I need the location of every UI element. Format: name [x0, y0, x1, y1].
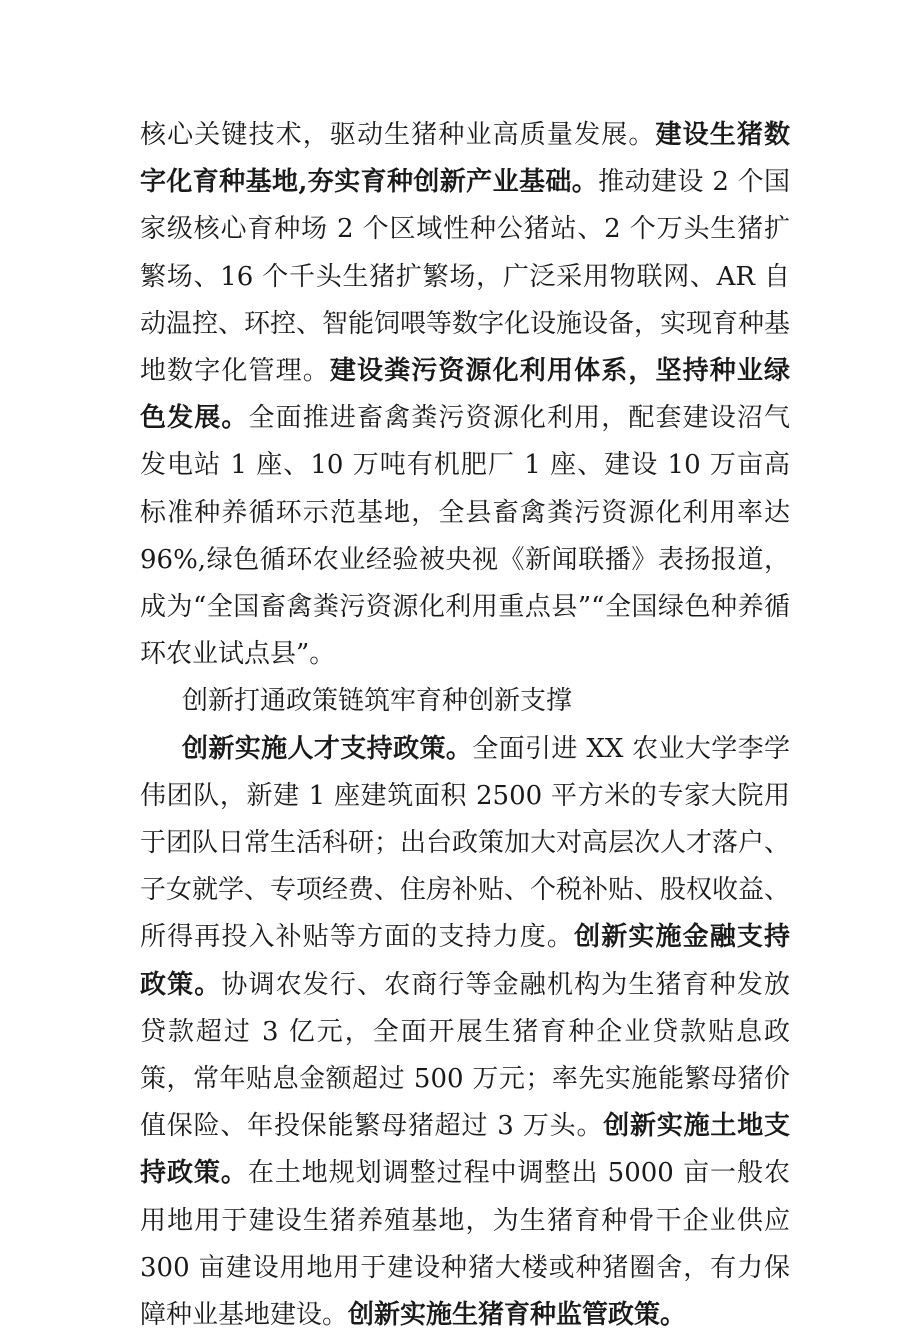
paragraph-policy-support — [140, 726, 790, 1339]
text-run: 核心关键技术，驱动生猪种业高质量发展。 — [140, 120, 656, 150]
text-run: 全面引进 XX 农业大学李学伟团队，新建 1 座建筑面积 2500 平方米的专家大院用于团队日常生活科研；出台政策加大对高层次人才落户、子女就学、专项经费、住房补贴、个税补贴、股权收益、所得再投入补贴等方面的支持力度。 — [140, 733, 791, 953]
text-run: 在土地规划调整过程中调整出 5000 亩一般农用地用于建设生猪养殖基地，为生猪育种骨干企业供应 300 亩建设用地用于建设种猪大楼或种猪圈舍，有力保障种业基地建设。 — [140, 1158, 790, 1331]
paragraph-green-development — [140, 112, 790, 678]
bold-subtitle-manure-recycling: 建设粪污资源化利用体系，坚持种业绿色发展。 — [140, 356, 790, 434]
bold-subtitle-talent-policy: 创新实施人才支持政策。 — [182, 733, 473, 764]
bold-subtitle-finance-policy: 创新实施金融支持政策。 — [140, 922, 790, 1000]
text-run: 全面推进畜禽粪污资源化利用，配套建设沼气发电站 1 座、10 万吨有机肥厂 1 座、建设 10 万亩高标准种养循环示范基地，全县畜禽粪污资源化利用率达 96%,绿色循环农业经验被央视《新闻联播》表扬报道，成为“全国畜禽粪污资源化利用重点县”“全国绿色种养循环农业试点县”。 — [140, 403, 790, 670]
text-run: 协调农发行、农商行等金融机构为生猪育种发放贷款超过 3 亿元，全面开展生猪育种企业贷款贴息政策，常年贴息金额超过 500 万元；率先实施能繁母猪价值保险、年投保能繁母猪超过 3 万头。 — [140, 969, 790, 1142]
bold-subtitle-supervision-policy: 创新实施生猪育种监管政策。 — [348, 1300, 687, 1331]
document-body — [140, 112, 790, 1339]
bold-subtitle-land-policy: 创新实施土地支持政策。 — [140, 1111, 790, 1189]
text-run: 推动建设 2 个国家级核心育种场 2 个区域性种公猪站、2 个万头生猪扩繁场、16 个千头生猪扩繁场，广泛采用物联网、AR 自动温控、环控、智能饲喂等数字化设施设备，实现育种基地数字化管理。 — [140, 167, 791, 387]
section-heading-policy-chain: 创新打通政策链筑牢育种创新支撑 — [182, 686, 573, 717]
bold-subtitle-digital-breeding-base: 建设生猪数字化育种基地,夯实育种创新产业基础。 — [140, 120, 790, 198]
